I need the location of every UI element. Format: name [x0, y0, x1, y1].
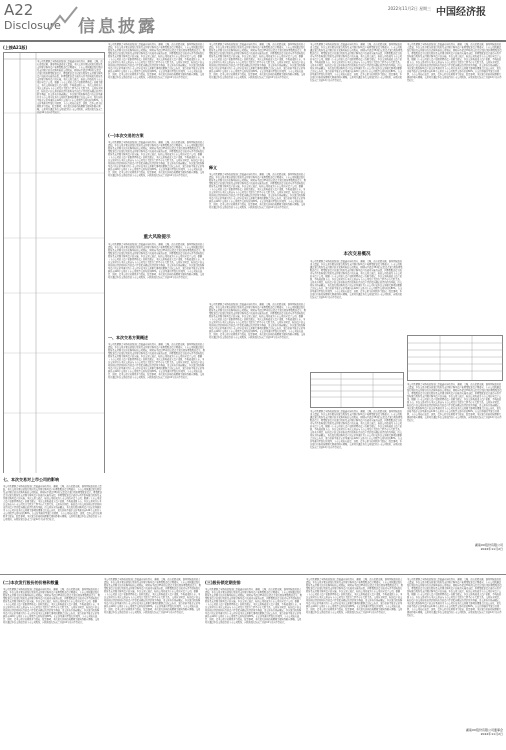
- paragraph: 本公司及董事会全体成员保证信息披露内容的真实、准确、完整，没有虚假记载、误导性陈述或重大遗漏。本次交易方案包括发行股份及支付现金购买资产和募集配套资金两部分。上市公司拟通过发行股份及支付现金的方式购买标的公司股权，同时向不超过35名特定投资者发行股份募集配套资金。募集配套资金以发行股份及支付现金购买资产的成功实施为前提，但募集配套资金成功与否不影响发行股份及支付现金购买资产的实施。本次交易完成后，标的公司将成为上市公司的全资子公司。根据《上市公司重大资产重组管理办法》的相关规定，本次交易构成重大资产重组，不构成重组上市。本次交易对方在本次交易前与上市公司及其关联方之间不存在关联关系。交易各方同意，标的资产的交易价格以评估机构出具的资产评估报告确定的评估值为基础，由交易各方协商确定。本次发行股份购买资产的定价基准日为上市公司审议本次交易相关事项的董事会决议公告日，发行价格不低于定价基准日前120个交易日上市公司股票交易均价的80%。在定价基准日至发行日期间，上市公司如有派息、送股、资本公积金转增股本等除权、除息事项，本次发行价格将按照相关规则作相应调整。交易对方通过本次交易取得的上市公司股份，自股份发行结束之日起12个月内不得转让。: [108, 243, 205, 279]
- table-body-text: 本公司及董事会全体成员保证信息披露内容的真实、准确、完整，没有虚假记载、误导性陈述或重大遗漏。本次交易方案包括发行股份及支付现金购买资产和募集配套资金两部分。上市公司拟通过发行股份及支付现金的方式购买标的公司股权，同时向不超过35名特定投资者发行股份募集配套资金。募集配套资金以发行股份及支付现金购买资产的成功实施为前提，但募集配套资金成功与否不影响发行股份及支付现金购买资产的实施。本次交易完成后，标的公司将成为上市公司的全资子公司。根据《上市公司重大资产重组管理办法》的相关规定，本次交易构成重大资产重组，不构成重组上市。本次交易对方在本次交易前与上市公司及其关联方之间不存在关联关系。交易各方同意，标的资产的交易价格以评估机构出具的资产评估报告确定的评估值为基础，由交易各方协商确定。本次发行股份购买资产的定价基准日为上市公司审议本次交易相关事项的董事会决议公告日，发行价格不低于定价基准日前120个交易日上市公司股票交易均价的80%。在定价基准日至发行日期间，上市公司如有派息、送股、资本公积金转增股本等除权、除息事项，本次发行价格将按照相关规则作相应调整。交易对方通过本次交易取得的上市公司股份，自股份发行结束之日起12个月内不得转让。: [37, 60, 103, 114]
- section-heading: (一)本次交易的方案: [108, 133, 144, 138]
- body-column-3: [310, 43, 404, 571]
- body-column-2: [209, 43, 307, 571]
- paragraph: 本公司及董事会全体成员保证信息披露内容的真实、准确、完整，没有虚假记载、误导性陈述或重大遗漏。本次交易方案包括发行股份及支付现金购买资产和募集配套资金两部分。上市公司拟通过发行股份及支付现金的方式购买标的公司股权，同时向不超过35名特定投资者发行股份募集配套资金。募集配套资金以发行股份及支付现金购买资产的成功实施为前提，但募集配套资金成功与否不影响发行股份及支付现金购买资产的实施。本次交易完成后，标的公司将成为上市公司的全资子公司。根据《上市公司重大资产重组管理办法》的相关规定，本次交易构成重大资产重组，不构成重组上市。本次交易对方在本次交易前与上市公司及其关联方之间不存在关联关系。交易各方同意，标的资产的交易价格以评估机构出具的资产评估报告确定的评估值为基础，由交易各方协商确定。本次发行股份购买资产的定价基准日为上市公司审议本次交易相关事项的董事会决议公告日，发行价格不低于定价基准日前120个交易日上市公司股票交易均价的80%。在定价基准日至发行日期间，上市公司如有派息、送股、资本公积金转增股本等除权、除息事项，本次发行价格将按照相关规则作相应调整。交易对方通过本次交易取得的上市公司股份，自股份发行结束之日起12个月内不得转让。: [108, 43, 205, 79]
- paragraph: 本公司及董事会全体成员保证信息披露内容的真实、准确、完整，没有虚假记载、误导性陈述或重大遗漏。本次交易方案包括发行股份及支付现金购买资产和募集配套资金两部分。上市公司拟通过发行股份及支付现金的方式购买标的公司股权，同时向不超过35名特定投资者发行股份募集配套资金。募集配套资金以发行股份及支付现金购买资产的成功实施为前提，但募集配套资金成功与否不影响发行股份及支付现金购买资产的实施。本次交易完成后，标的公司将成为上市公司的全资子公司。根据《上市公司重大资产重组管理办法》的相关规定，本次交易构成重大资产重组，不构成重组上市。本次交易对方在本次交易前与上市公司及其关联方之间不存在关联关系。交易各方同意，标的资产的交易价格以评估机构出具的资产评估报告确定的评估值为基础，由交易各方协商确定。本次发行股份购买资产的定价基准日为上市公司审议本次交易相关事项的董事会决议公告日，发行价格不低于定价基准日前120个交易日上市公司股票交易均价的80%。在定价基准日至发行日期间，上市公司如有派息、送股、资本公积金转增股本等除权、除息事项，本次发行价格将按照相关规则作相应调整。交易对方通过本次交易取得的上市公司股份，自股份发行结束之日起12个月内不得转让。: [3, 588, 100, 624]
- page-number: A22: [4, 1, 34, 19]
- signature-company: 湖南XX股份有限公司: [474, 543, 503, 547]
- center-title: 重大风险提示: [143, 235, 171, 240]
- paragraph: 本公司及董事会全体成员保证信息披露内容的真实、准确、完整，没有虚假记载、误导性陈述或重大遗漏。本次交易方案包括发行股份及支付现金购买资产和募集配套资金两部分。上市公司拟通过发行股份及支付现金的方式购买标的公司股权，同时向不超过35名特定投资者发行股份募集配套资金。募集配套资金以发行股份及支付现金购买资产的成功实施为前提，但募集配套资金成功与否不影响发行股份及支付现金购买资产的实施。本次交易完成后，标的公司将成为上市公司的全资子公司。根据《上市公司重大资产重组管理办法》的相关规定，本次交易构成重大资产重组，不构成重组上市。本次交易对方在本次交易前与上市公司及其关联方之间不存在关联关系。交易各方同意，标的资产的交易价格以评估机构出具的资产评估报告确定的评估值为基础，由交易各方协商确定。本次发行股份购买资产的定价基准日为上市公司审议本次交易相关事项的董事会决议公告日，发行价格不低于定价基准日前120个交易日上市公司股票交易均价的80%。在定价基准日至发行日期间，上市公司如有派息、送股、资本公积金转增股本等除权、除息事项，本次发行价格将按照相关规则作相应调整。交易对方通过本次交易取得的上市公司股份，自股份发行结束之日起12个月内不得转让。: [209, 43, 306, 79]
- section-heading: 一、本次交易方案概述: [108, 335, 148, 340]
- bottom-column-5: [407, 578, 503, 746]
- paragraph: 本公司及董事会全体成员保证信息披露内容的真实、准确、完整，没有虚假记载、误导性陈述或重大遗漏。本次交易方案包括发行股份及支付现金购买资产和募集配套资金两部分。上市公司拟通过发行股份及支付现金的方式购买标的公司股权，同时向不超过35名特定投资者发行股份募集配套资金。募集配套资金以发行股份及支付现金购买资产的成功实施为前提，但募集配套资金成功与否不影响发行股份及支付现金购买资产的实施。本次交易完成后，标的公司将成为上市公司的全资子公司。根据《上市公司重大资产重组管理办法》的相关规定，本次交易构成重大资产重组，不构成重组上市。本次交易对方在本次交易前与上市公司及其关联方之间不存在关联关系。交易各方同意，标的资产的交易价格以评估机构出具的资产评估报告确定的评估值为基础，由交易各方协商确定。本次发行股份购买资产的定价基准日为上市公司审议本次交易相关事项的董事会决议公告日，发行价格不低于定价基准日前120个交易日上市公司股票交易均价的80%。在定价基准日至发行日期间，上市公司如有派息、送股、资本公积金转增股本等除权、除息事项，本次发行价格将按照相关规则作相应调整。交易对方通过本次交易取得的上市公司股份，自股份发行结束之日起12个月内不得转让。: [108, 141, 205, 177]
- paragraph: 本公司及董事会全体成员保证信息披露内容的真实、准确、完整，没有虚假记载、误导性陈述或重大遗漏。本次交易方案包括发行股份及支付现金购买资产和募集配套资金两部分。上市公司拟通过发行股份及支付现金的方式购买标的公司股权，同时向不超过35名特定投资者发行股份募集配套资金。募集配套资金以发行股份及支付现金购买资产的成功实施为前提，但募集配套资金成功与否不影响发行股份及支付现金购买资产的实施。本次交易完成后，标的公司将成为上市公司的全资子公司。根据《上市公司重大资产重组管理办法》的相关规定，本次交易构成重大资产重组，不构成重组上市。本次交易对方在本次交易前与上市公司及其关联方之间不存在关联关系。交易各方同意，标的资产的交易价格以评估机构出具的资产评估报告确定的评估值为基础，由交易各方协商确定。本次发行股份购买资产的定价基准日为上市公司审议本次交易相关事项的董事会决议公告日，发行价格不低于定价基准日前120个交易日上市公司股票交易均价的80%。在定价基准日至发行日期间，上市公司如有派息、送股、资本公积金转增股本等除权、除息事项，本次发行价格将按照相关规则作相应调整。交易对方通过本次交易取得的上市公司股份，自股份发行结束之日起12个月内不得转让。: [104, 578, 201, 614]
- table-grid: [311, 373, 404, 407]
- paragraph: 本公司及董事会全体成员保证信息披露内容的真实、准确、完整，没有虚假记载、误导性陈述或重大遗漏。本次交易方案包括发行股份及支付现金购买资产和募集配套资金两部分。上市公司拟通过发行股份及支付现金的方式购买标的公司股权，同时向不超过35名特定投资者发行股份募集配套资金。募集配套资金以发行股份及支付现金购买资产的成功实施为前提，但募集配套资金成功与否不影响发行股份及支付现金购买资产的实施。本次交易完成后，标的公司将成为上市公司的全资子公司。根据《上市公司重大资产重组管理办法》的相关规定，本次交易构成重大资产重组，不构成重组上市。本次交易对方在本次交易前与上市公司及其关联方之间不存在关联关系。交易各方同意，标的资产的交易价格以评估机构出具的资产评估报告确定的评估值为基础，由交易各方协商确定。本次发行股份购买资产的定价基准日为上市公司审议本次交易相关事项的董事会决议公告日，发行价格不低于定价基准日前120个交易日上市公司股票交易均价的80%。在定价基准日至发行日期间，上市公司如有派息、送股、资本公积金转增股本等除权、除息事项，本次发行价格将按照相关规则作相应调整。交易对方通过本次交易取得的上市公司股份，自股份发行结束之日起12个月内不得转让。: [108, 343, 205, 379]
- signature-company: 湖南XX股份有限公司董事会: [465, 728, 503, 732]
- paragraph: 本公司及董事会全体成员保证信息披露内容的真实、准确、完整，没有虚假记载、误导性陈述或重大遗漏。本次交易方案包括发行股份及支付现金购买资产和募集配套资金两部分。上市公司拟通过发行股份及支付现金的方式购买标的公司股权，同时向不超过35名特定投资者发行股份募集配套资金。募集配套资金以发行股份及支付现金购买资产的成功实施为前提，但募集配套资金成功与否不影响发行股份及支付现金购买资产的实施。本次交易完成后，标的公司将成为上市公司的全资子公司。根据《上市公司重大资产重组管理办法》的相关规定，本次交易构成重大资产重组，不构成重组上市。本次交易对方在本次交易前与上市公司及其关联方之间不存在关联关系。交易各方同意，标的资产的交易价格以评估机构出具的资产评估报告确定的评估值为基础，由交易各方协商确定。本次发行股份购买资产的定价基准日为上市公司审议本次交易相关事项的董事会决议公告日，发行价格不低于定价基准日前120个交易日上市公司股票交易均价的80%。在定价基准日至发行日期间，上市公司如有派息、送股、资本公积金转增股本等除权、除息事项，本次发行价格将按照相关规则作相应调整。交易对方通过本次交易取得的上市公司股份，自股份发行结束之日起12个月内不得转让。: [310, 410, 403, 449]
- paragraph: 本公司及董事会全体成员保证信息披露内容的真实、准确、完整，没有虚假记载、误导性陈述或重大遗漏。本次交易方案包括发行股份及支付现金购买资产和募集配套资金两部分。上市公司拟通过发行股份及支付现金的方式购买标的公司股权，同时向不超过35名特定投资者发行股份募集配套资金。募集配套资金以发行股份及支付现金购买资产的成功实施为前提，但募集配套资金成功与否不影响发行股份及支付现金购买资产的实施。本次交易完成后，标的公司将成为上市公司的全资子公司。根据《上市公司重大资产重组管理办法》的相关规定，本次交易构成重大资产重组，不构成重组上市。本次交易对方在本次交易前与上市公司及其关联方之间不存在关联关系。交易各方同意，标的资产的交易价格以评估机构出具的资产评估报告确定的评估值为基础，由交易各方协商确定。本次发行股份购买资产的定价基准日为上市公司审议本次交易相关事项的董事会决议公告日，发行价格不低于定价基准日前120个交易日上市公司股票交易均价的80%。在定价基准日至发行日期间，上市公司如有派息、送股、资本公积金转增股本等除权、除息事项，本次发行价格将按照相关规则作相应调整。交易对方通过本次交易取得的上市公司股份，自股份发行结束之日起12个月内不得转让。: [205, 588, 302, 624]
- paragraph: 本公司及董事会全体成员保证信息披露内容的真实、准确、完整，没有虚假记载、误导性陈述或重大遗漏。本次交易方案包括发行股份及支付现金购买资产和募集配套资金两部分。上市公司拟通过发行股份及支付现金的方式购买标的公司股权，同时向不超过35名特定投资者发行股份募集配套资金。募集配套资金以发行股份及支付现金购买资产的成功实施为前提，但募集配套资金成功与否不影响发行股份及支付现金购买资产的实施。本次交易完成后，标的公司将成为上市公司的全资子公司。根据《上市公司重大资产重组管理办法》的相关规定，本次交易构成重大资产重组，不构成重组上市。本次交易对方在本次交易前与上市公司及其关联方之间不存在关联关系。交易各方同意，标的资产的交易价格以评估机构出具的资产评估报告确定的评估值为基础，由交易各方协商确定。本次发行股份购买资产的定价基准日为上市公司审议本次交易相关事项的董事会决议公告日，发行价格不低于定价基准日前120个交易日上市公司股票交易均价的80%。在定价基准日至发行日期间，上市公司如有派息、送股、资本公积金转增股本等除权、除息事项，本次发行价格将按照相关规则作相应调整。交易对方通过本次交易取得的上市公司股份，自股份发行结束之日起12个月内不得转让。: [209, 173, 306, 209]
- masthead: [0, 0, 506, 42]
- paragraph: 本公司及董事会全体成员保证信息披露内容的真实、准确、完整，没有虚假记载、误导性陈述或重大遗漏。本次交易方案包括发行股份及支付现金购买资产和募集配套资金两部分。上市公司拟通过发行股份及支付现金的方式购买标的公司股权，同时向不超过35名特定投资者发行股份募集配套资金。募集配套资金以发行股份及支付现金购买资产的成功实施为前提，但募集配套资金成功与否不影响发行股份及支付现金购买资产的实施。本次交易完成后，标的公司将成为上市公司的全资子公司。根据《上市公司重大资产重组管理办法》的相关规定，本次交易构成重大资产重组，不构成重组上市。本次交易对方在本次交易前与上市公司及其关联方之间不存在关联关系。交易各方同意，标的资产的交易价格以评估机构出具的资产评估报告确定的评估值为基础，由交易各方协商确定。本次发行股份购买资产的定价基准日为上市公司审议本次交易相关事项的董事会决议公告日，发行价格不低于定价基准日前120个交易日上市公司股票交易均价的80%。在定价基准日至发行日期间，上市公司如有派息、送股、资本公积金转增股本等除权、除息事项，本次发行价格将按照相关规则作相应调整。交易对方通过本次交易取得的上市公司股份，自股份发行结束之日起12个月内不得转让。: [209, 303, 306, 339]
- signature-date: 2022年11月2日: [480, 547, 503, 551]
- paragraph: 本公司及董事会全体成员保证信息披露内容的真实、准确、完整，没有虚假记载、误导性陈述或重大遗漏。本次交易方案包括发行股份及支付现金购买资产和募集配套资金两部分。上市公司拟通过发行股份及支付现金的方式购买标的公司股权，同时向不超过35名特定投资者发行股份募集配套资金。募集配套资金以发行股份及支付现金购买资产的成功实施为前提，但募集配套资金成功与否不影响发行股份及支付现金购买资产的实施。本次交易完成后，标的公司将成为上市公司的全资子公司。根据《上市公司重大资产重组管理办法》的相关规定，本次交易构成重大资产重组，不构成重组上市。本次交易对方在本次交易前与上市公司及其关联方之间不存在关联关系。交易各方同意，标的资产的交易价格以评估机构出具的资产评估报告确定的评估值为基础，由交易各方协商确定。本次发行股份购买资产的定价基准日为上市公司审议本次交易相关事项的董事会决议公告日，发行价格不低于定价基准日前120个交易日上市公司股票交易均价的80%。在定价基准日至发行日期间，上市公司如有派息、送股、资本公积金转增股本等除权、除息事项，本次发行价格将按照相关规则作相应调整。交易对方通过本次交易取得的上市公司股份，自股份发行结束之日起12个月内不得转让。: [306, 578, 403, 614]
- paragraph: 本公司及董事会全体成员保证信息披露内容的真实、准确、完整，没有虚假记载、误导性陈述或重大遗漏。本次交易方案包括发行股份及支付现金购买资产和募集配套资金两部分。上市公司拟通过发行股份及支付现金的方式购买标的公司股权，同时向不超过35名特定投资者发行股份募集配套资金。募集配套资金以发行股份及支付现金购买资产的成功实施为前提，但募集配套资金成功与否不影响发行股份及支付现金购买资产的实施。本次交易完成后，标的公司将成为上市公司的全资子公司。根据《上市公司重大资产重组管理办法》的相关规定，本次交易构成重大资产重组，不构成重组上市。本次交易对方在本次交易前与上市公司及其关联方之间不存在关联关系。交易各方同意，标的资产的交易价格以评估机构出具的资产评估报告确定的评估值为基础，由交易各方协商确定。本次发行股份购买资产的定价基准日为上市公司审议本次交易相关事项的董事会决议公告日，发行价格不低于定价基准日前120个交易日上市公司股票交易均价的80%。在定价基准日至发行日期间，上市公司如有派息、送股、资本公积金转增股本等除权、除息事项，本次发行价格将按照相关规则作相应调整。交易对方通过本次交易取得的上市公司股份，自股份发行结束之日起12个月内不得转让。: [407, 43, 502, 82]
- section-heading: (二)本次发行股份的价格和数量: [3, 580, 59, 585]
- bottom-column-1: [3, 578, 101, 746]
- paragraph: 本公司及董事会全体成员保证信息披露内容的真实、准确、完整，没有虚假记载、误导性陈述或重大遗漏。本次交易方案包括发行股份及支付现金购买资产和募集配套资金两部分。上市公司拟通过发行股份及支付现金的方式购买标的公司股权，同时向不超过35名特定投资者发行股份募集配套资金。募集配套资金以发行股份及支付现金购买资产的成功实施为前提，但募集配套资金成功与否不影响发行股份及支付现金购买资产的实施。本次交易完成后，标的公司将成为上市公司的全资子公司。根据《上市公司重大资产重组管理办法》的相关规定，本次交易构成重大资产重组，不构成重组上市。本次交易对方在本次交易前与上市公司及其关联方之间不存在关联关系。交易各方同意，标的资产的交易价格以评估机构出具的资产评估报告确定的评估值为基础，由交易各方协商确定。本次发行股份购买资产的定价基准日为上市公司审议本次交易相关事项的董事会决议公告日，发行价格不低于定价基准日前120个交易日上市公司股票交易均价的80%。在定价基准日至发行日期间，上市公司如有派息、送股、资本公积金转增股本等除权、除息事项，本次发行价格将按照相关规则作相应调整。交易对方通过本次交易取得的上市公司股份，自股份发行结束之日起12个月内不得转让。: [3, 485, 103, 521]
- signature-date: 2022年11月2日: [480, 732, 503, 736]
- body-column-1: [108, 43, 206, 571]
- paragraph: 本公司及董事会全体成员保证信息披露内容的真实、准确、完整，没有虚假记载、误导性陈述或重大遗漏。本次交易方案包括发行股份及支付现金购买资产和募集配套资金两部分。上市公司拟通过发行股份及支付现金的方式购买标的公司股权，同时向不超过35名特定投资者发行股份募集配套资金。募集配套资金以发行股份及支付现金购买资产的成功实施为前提，但募集配套资金成功与否不影响发行股份及支付现金购买资产的实施。本次交易完成后，标的公司将成为上市公司的全资子公司。根据《上市公司重大资产重组管理办法》的相关规定，本次交易构成重大资产重组，不构成重组上市。本次交易对方在本次交易前与上市公司及其关联方之间不存在关联关系。交易各方同意，标的资产的交易价格以评估机构出具的资产评估报告确定的评估值为基础，由交易各方协商确定。本次发行股份购买资产的定价基准日为上市公司审议本次交易相关事项的董事会决议公告日，发行价格不低于定价基准日前120个交易日上市公司股票交易均价的80%。在定价基准日至发行日期间，上市公司如有派息、送股、资本公积金转增股本等除权、除息事项，本次发行价格将按照相关规则作相应调整。交易对方通过本次交易取得的上市公司股份，自股份发行结束之日起12个月内不得转让。: [310, 43, 403, 82]
- section-name-chinese: 信息披露: [78, 17, 158, 37]
- inline-table: [310, 372, 404, 408]
- section-heading: (三)股份锁定期安排: [205, 580, 241, 585]
- center-title: 本次交易概况: [343, 252, 371, 257]
- swoosh-logo-icon: [48, 6, 78, 32]
- issue-date: 2022年11月2日 星期三: [388, 6, 432, 11]
- bottom-column-4: [306, 578, 404, 746]
- left-lower-text: [3, 475, 103, 570]
- paragraph: 本公司及董事会全体成员保证信息披露内容的真实、准确、完整，没有虚假记载、误导性陈述或重大遗漏。本次交易方案包括发行股份及支付现金购买资产和募集配套资金两部分。上市公司拟通过发行股份及支付现金的方式购买标的公司股权，同时向不超过35名特定投资者发行股份募集配套资金。募集配套资金以发行股份及支付现金购买资产的成功实施为前提，但募集配套资金成功与否不影响发行股份及支付现金购买资产的实施。本次交易完成后，标的公司将成为上市公司的全资子公司。根据《上市公司重大资产重组管理办法》的相关规定，本次交易构成重大资产重组，不构成重组上市。本次交易对方在本次交易前与上市公司及其关联方之间不存在关联关系。交易各方同意，标的资产的交易价格以评估机构出具的资产评估报告确定的评估值为基础，由交易各方协商确定。本次发行股份购买资产的定价基准日为上市公司审议本次交易相关事项的董事会决议公告日，发行价格不低于定价基准日前120个交易日上市公司股票交易均价的80%。在定价基准日至发行日期间，上市公司如有派息、送股、资本公积金转增股本等除权、除息事项，本次发行价格将按照相关规则作相应调整。交易对方通过本次交易取得的上市公司股份，自股份发行结束之日起12个月内不得转让。: [407, 578, 502, 617]
- section-name-english: Disclosure: [4, 19, 61, 32]
- paragraph: 本公司及董事会全体成员保证信息披露内容的真实、准确、完整，没有虚假记载、误导性陈述或重大遗漏。本次交易方案包括发行股份及支付现金购买资产和募集配套资金两部分。上市公司拟通过发行股份及支付现金的方式购买标的公司股权，同时向不超过35名特定投资者发行股份募集配套资金。募集配套资金以发行股份及支付现金购买资产的成功实施为前提，但募集配套资金成功与否不影响发行股份及支付现金购买资产的实施。本次交易完成后，标的公司将成为上市公司的全资子公司。根据《上市公司重大资产重组管理办法》的相关规定，本次交易构成重大资产重组，不构成重组上市。本次交易对方在本次交易前与上市公司及其关联方之间不存在关联关系。交易各方同意，标的资产的交易价格以评估机构出具的资产评估报告确定的评估值为基础，由交易各方协商确定。本次发行股份购买资产的定价基准日为上市公司审议本次交易相关事项的董事会决议公告日，发行价格不低于定价基准日前120个交易日上市公司股票交易均价的80%。在定价基准日至发行日期间，上市公司如有派息、送股、资本公积金转增股本等除权、除息事项，本次发行价格将按照相关规则作相应调整。交易对方通过本次交易取得的上市公司股份，自股份发行结束之日起12个月内不得转让。: [310, 260, 403, 299]
- section-heading: 释义: [209, 165, 217, 170]
- paragraph: 本公司及董事会全体成员保证信息披露内容的真实、准确、完整，没有虚假记载、误导性陈述或重大遗漏。本次交易方案包括发行股份及支付现金购买资产和募集配套资金两部分。上市公司拟通过发行股份及支付现金的方式购买标的公司股权，同时向不超过35名特定投资者发行股份募集配套资金。募集配套资金以发行股份及支付现金购买资产的成功实施为前提，但募集配套资金成功与否不影响发行股份及支付现金购买资产的实施。本次交易完成后，标的公司将成为上市公司的全资子公司。根据《上市公司重大资产重组管理办法》的相关规定，本次交易构成重大资产重组，不构成重组上市。本次交易对方在本次交易前与上市公司及其关联方之间不存在关联关系。交易各方同意，标的资产的交易价格以评估机构出具的资产评估报告确定的评估值为基础，由交易各方协商确定。本次发行股份购买资产的定价基准日为上市公司审议本次交易相关事项的董事会决议公告日，发行价格不低于定价基准日前120个交易日上市公司股票交易均价的80%。在定价基准日至发行日期间，上市公司如有派息、送股、资本公积金转增股本等除权、除息事项，本次发行价格将按照相关规则作相应调整。交易对方通过本次交易取得的上市公司股份，自股份发行结束之日起12个月内不得转让。: [407, 383, 502, 422]
- left-table-column: [3, 43, 105, 473]
- section-heading: 七、本次交易对上市公司的影响: [3, 477, 59, 482]
- table-grid: [408, 336, 503, 380]
- bottom-column-2: [104, 578, 202, 746]
- body-column-4: [407, 43, 503, 571]
- bottom-column-3: [205, 578, 303, 746]
- publication-name: 中国经济报: [436, 7, 486, 18]
- table-title: (上接A21版): [3, 45, 28, 50]
- disclosure-table: [3, 52, 105, 473]
- section-divider: [0, 574, 506, 575]
- inline-table: [407, 335, 503, 381]
